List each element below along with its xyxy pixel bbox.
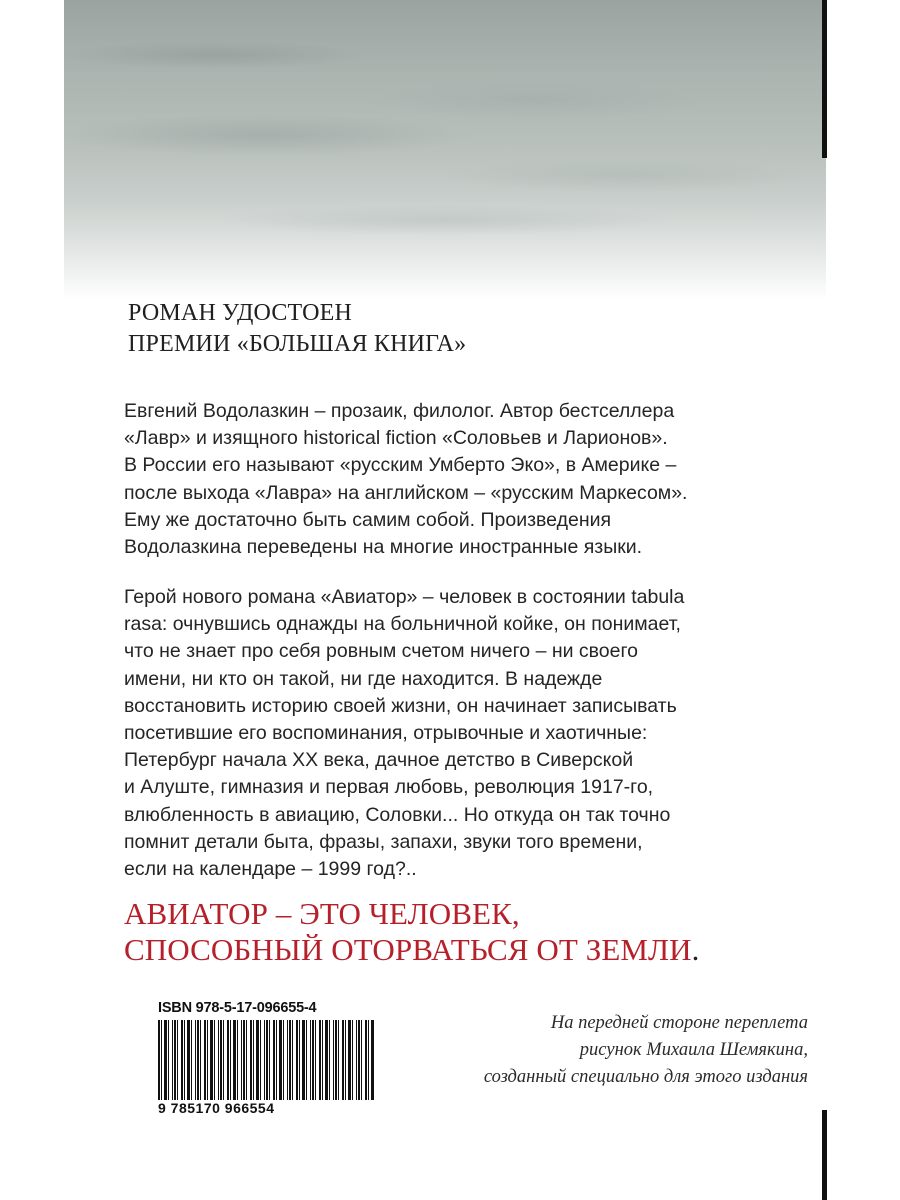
award-line-2: ПРЕМИИ «БОЛЬШАЯ КНИГА»: [128, 331, 467, 357]
tagline: [124, 896, 700, 968]
text-line: имени, ни кто он такой, ни где находится. В надежде: [124, 667, 603, 690]
text-line: если на календаре – 1999 год?..: [124, 858, 417, 881]
text-line: что не знает про себя ровным счетом ничего – ни своего: [124, 640, 639, 663]
text-line: посетившие его воспоминания, отрывочные и хаотичные:: [124, 722, 648, 745]
text-line: В России его называют «русским Умберто Эко», в Америке –: [124, 454, 677, 477]
text-line: и Алуште, гимназия и первая любовь, революция 1917-го,: [124, 776, 654, 799]
isbn-label: ISBN 978-5-17-096655-4: [158, 1000, 317, 1016]
isbn-barcode: [156, 1000, 378, 1118]
text-line: «Лавр» и изящного historical fiction «Соловьев и Ларионов».: [124, 427, 668, 450]
text-line: Водолазкина переведены на многие иностранные языки.: [124, 536, 643, 559]
plot-paragraph: [124, 584, 814, 883]
barcode-bars: [158, 1020, 374, 1100]
trim-mark-top: [822, 0, 827, 158]
text-line: после выхода «Лавра» на английском – «русским Маркесом».: [124, 481, 688, 504]
illustration-credit: [368, 1010, 808, 1091]
award-line-1: РОМАН УДОСТОЕН: [128, 300, 353, 326]
text-line: rasa: очнувшись однажды на больничной койке, он понимает,: [124, 613, 681, 636]
text-line: помнит детали быта, фразы, запахи, звуки того времени,: [124, 830, 643, 853]
credit-line: На передней стороне переплета: [550, 1013, 808, 1033]
text-line: Евгений Водолазкин – прозаик, филолог. Автор бестселлера: [124, 400, 675, 422]
trim-mark-bottom: [822, 1110, 827, 1200]
text-line: Петербург начала XX века, дачное детство в Сиверской: [124, 749, 634, 772]
text-line: восстановить историю своей жизни, он начинает записывать: [124, 694, 677, 717]
tagline-line-2-text: СПОСОБНЫЙ ОТОРВАТЬСЯ ОТ ЗЕМЛИ: [124, 932, 692, 967]
text-line: влюбленность в авиацию, Соловки... Но откуда он так точно: [124, 803, 671, 826]
text-line: Ему же достаточно быть самим собой. Произведения: [124, 508, 612, 531]
text-line: Герой нового романа «Авиатор» – человек в состоянии tabula: [124, 586, 685, 608]
award-heading: [128, 298, 466, 360]
credit-line: рисунок Михаила Шемякина,: [579, 1040, 808, 1060]
book-back-cover: [64, 0, 826, 1200]
author-paragraph: [124, 398, 814, 561]
tagline-line-2: [124, 932, 700, 968]
barcode-digits: 9 785170 966554: [158, 1100, 275, 1116]
tagline-end-dot: .: [691, 932, 700, 967]
credit-line: созданный специально для этого издания: [483, 1067, 808, 1087]
tagline-line-1: АВИАТОР – ЭТО ЧЕЛОВЕК,: [124, 896, 520, 931]
cover-illustration-sky: [64, 0, 826, 300]
